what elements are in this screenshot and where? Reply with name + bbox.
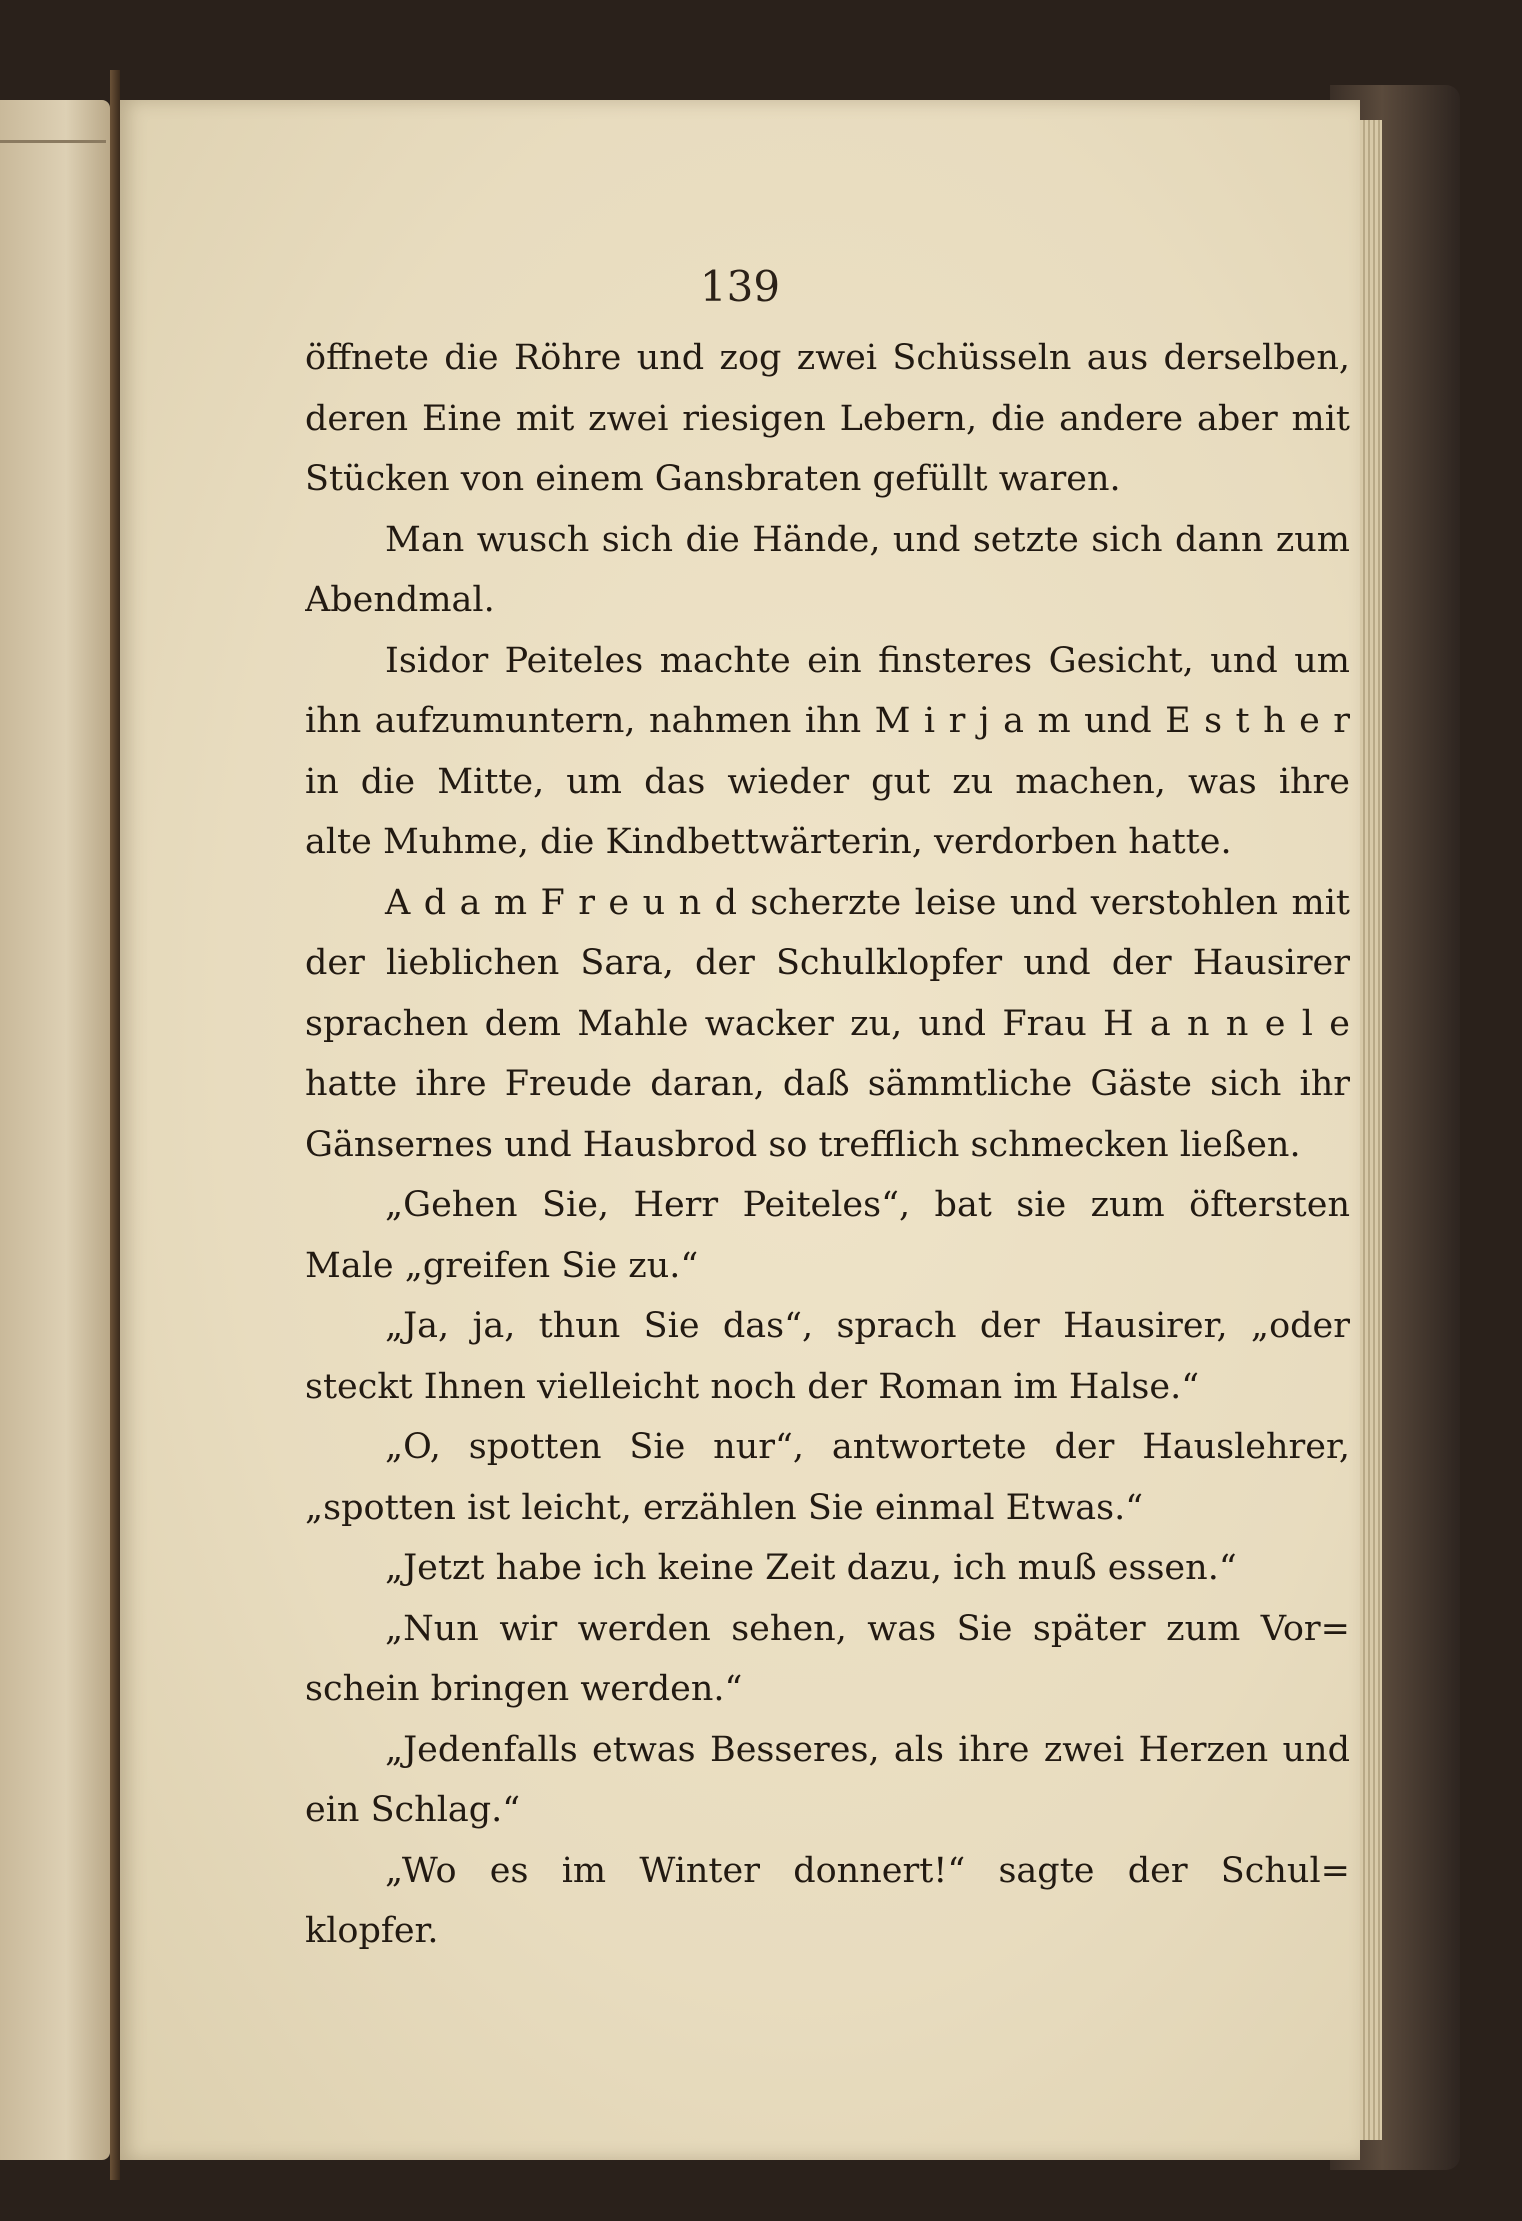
text-line: ihn aufzumuntern, nahmen ihn M i r j a m und E s t h e r bbox=[305, 701, 1350, 741]
text-line: Stücken von einem Gansbraten gefüllt waren. bbox=[305, 459, 1121, 499]
page-number: 139 bbox=[699, 262, 781, 311]
text-line: sprachen dem Mahle wacker zu, und Frau H a n n e l e bbox=[305, 1003, 1350, 1044]
left-page-rule bbox=[0, 140, 106, 143]
text-line: „Ja, ja, thun Sie das“, sprach der Hausirer, „oder bbox=[385, 1306, 1350, 1346]
book-spine bbox=[110, 70, 120, 2180]
text-line: öffnete die Röhre und zog zwei Schüsseln aus derselben, bbox=[305, 338, 1350, 378]
book-page bbox=[120, 100, 1360, 2160]
text-line: „Jedenfalls etwas Besseres, als ihre zwei Herzen und bbox=[385, 1729, 1350, 1770]
text-line: klopfer. bbox=[305, 1911, 439, 1951]
text-line: „O, spotten Sie nur“, antwortete der Hauslehrer, bbox=[385, 1427, 1350, 1467]
text-line: Male „greifen Sie zu.“ bbox=[305, 1245, 699, 1286]
text-line: „spotten ist leicht, erzählen Sie einmal Etwas.“ bbox=[305, 1487, 1144, 1528]
text-line: „Jetzt habe ich keine Zeit dazu, ich muß essen.“ bbox=[385, 1548, 1237, 1588]
text-line: steckt Ihnen vielleicht noch der Roman im Halse.“ bbox=[305, 1366, 1200, 1407]
text-line: Abendmal. bbox=[305, 580, 495, 620]
text-line: schein bringen werden.“ bbox=[305, 1669, 743, 1709]
text-line: „Gehen Sie, Herr Peiteles“, bat sie zum öftersten bbox=[385, 1185, 1350, 1225]
text-line: „Nun wir werden sehen, was Sie später zum Vor= bbox=[385, 1608, 1350, 1649]
text-line: deren Eine mit zwei riesigen Lebern, die andere aber mit bbox=[305, 398, 1350, 439]
text-line: in die Mitte, um das wieder gut zu machen, was ihre bbox=[305, 761, 1350, 802]
page-text bbox=[305, 328, 1350, 1962]
text-line: Gänsernes und Hausbrod so trefflich schmecken ließen. bbox=[305, 1124, 1301, 1165]
text-line: Isidor Peiteles machte ein finsteres Gesicht, und um bbox=[385, 640, 1350, 681]
text-line: Man wusch sich die Hände, und setzte sich dann zum bbox=[385, 519, 1350, 560]
left-page-edge bbox=[0, 100, 110, 2160]
text-line: hatte ihre Freude daran, daß sämmtliche Gäste sich ihr bbox=[305, 1064, 1350, 1104]
text-line: ein Schlag.“ bbox=[305, 1790, 521, 1830]
text-line: der lieblichen Sara, der Schulklopfer und der Hausirer bbox=[305, 943, 1350, 983]
text-line: alte Muhme, die Kindbettwärterin, verdorben hatte. bbox=[305, 822, 1232, 862]
text-line: „Wo es im Winter donnert!“ sagte der Schul= bbox=[385, 1850, 1350, 1891]
text-line: A d a m F r e u n d scherzte leise und verstohlen mit bbox=[385, 882, 1350, 923]
